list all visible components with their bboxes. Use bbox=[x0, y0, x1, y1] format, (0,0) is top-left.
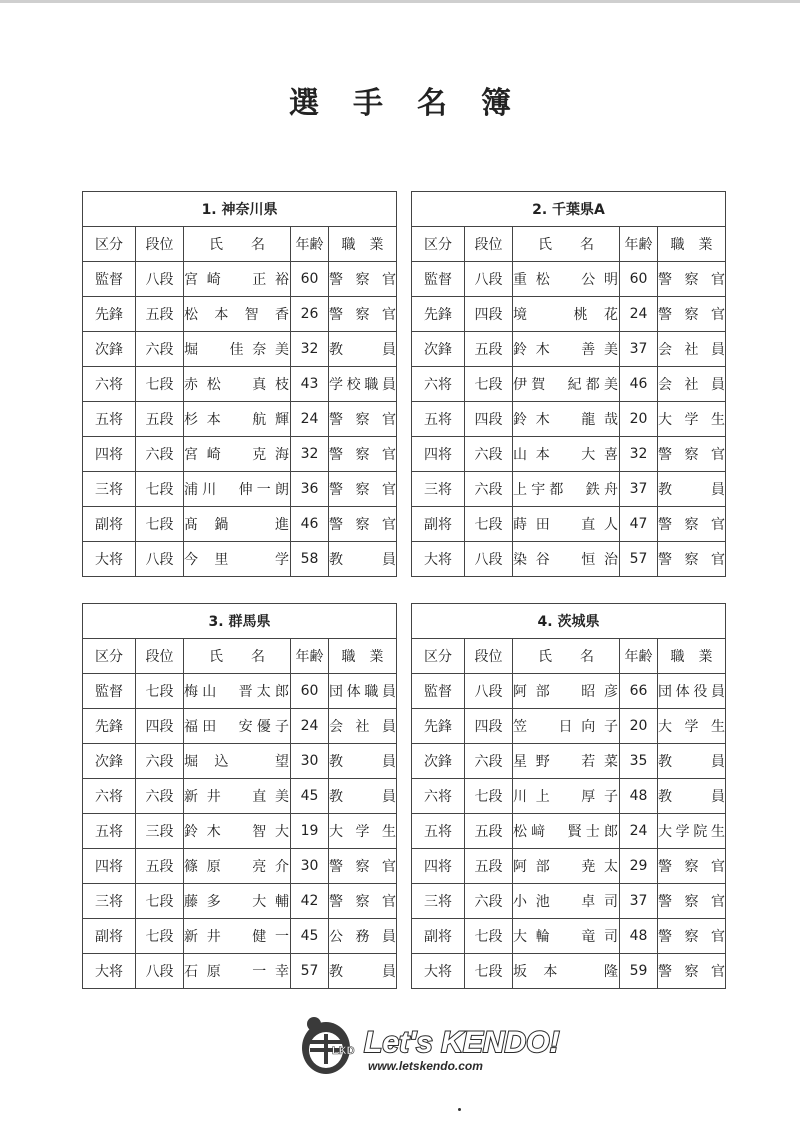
player-row bbox=[83, 437, 397, 472]
player-row bbox=[83, 262, 397, 297]
role-cell: 四将 bbox=[83, 437, 136, 472]
col-header-age: 年齢 bbox=[620, 227, 658, 262]
role-cell: 先鋒 bbox=[412, 709, 465, 744]
rank-cell: 八段 bbox=[465, 674, 513, 709]
age-cell: 37 bbox=[620, 332, 658, 367]
rank-cell: 五段 bbox=[136, 297, 184, 332]
role-cell: 副将 bbox=[412, 919, 465, 954]
player-name-cell: 坂本 隆 bbox=[513, 954, 620, 989]
age-cell: 24 bbox=[620, 814, 658, 849]
occupation-cell: 会社員 bbox=[658, 332, 726, 367]
col-header-role: 区分 bbox=[412, 639, 465, 674]
occupation-cell: 警察官 bbox=[658, 849, 726, 884]
header-row bbox=[83, 639, 397, 674]
player-row bbox=[412, 332, 726, 367]
role-cell: 次鋒 bbox=[412, 332, 465, 367]
age-cell: 24 bbox=[291, 709, 329, 744]
col-header-occupation: 職 業 bbox=[658, 639, 726, 674]
age-cell: 48 bbox=[620, 779, 658, 814]
role-cell: 次鋒 bbox=[83, 332, 136, 367]
role-cell: 副将 bbox=[83, 919, 136, 954]
age-cell: 66 bbox=[620, 674, 658, 709]
role-cell: 六将 bbox=[83, 779, 136, 814]
age-cell: 46 bbox=[620, 367, 658, 402]
player-name-cell: 石原 一幸 bbox=[184, 954, 291, 989]
occupation-cell: 教員 bbox=[658, 472, 726, 507]
rank-cell: 七段 bbox=[136, 674, 184, 709]
rank-cell: 六段 bbox=[465, 744, 513, 779]
player-name-cell: 重松 公明 bbox=[513, 262, 620, 297]
team-table-ibaraki bbox=[411, 603, 726, 989]
role-cell: 六将 bbox=[83, 367, 136, 402]
role-cell: 監督 bbox=[83, 262, 136, 297]
top-rule bbox=[0, 0, 800, 3]
role-cell: 監督 bbox=[83, 674, 136, 709]
role-cell: 次鋒 bbox=[412, 744, 465, 779]
player-row bbox=[412, 779, 726, 814]
player-name-cell: 堀込 望 bbox=[184, 744, 291, 779]
player-row bbox=[412, 472, 726, 507]
player-row bbox=[412, 709, 726, 744]
player-name-cell: 髙鍋 進 bbox=[184, 507, 291, 542]
rank-cell: 四段 bbox=[465, 297, 513, 332]
occupation-cell: 大学生 bbox=[329, 814, 397, 849]
player-row bbox=[83, 674, 397, 709]
occupation-cell: 団体職員 bbox=[329, 674, 397, 709]
rank-cell: 六段 bbox=[465, 884, 513, 919]
rank-cell: 八段 bbox=[465, 262, 513, 297]
rank-cell: 七段 bbox=[465, 954, 513, 989]
player-name-cell: 鈴木 善美 bbox=[513, 332, 620, 367]
age-cell: 59 bbox=[620, 954, 658, 989]
player-row bbox=[83, 332, 397, 367]
age-cell: 60 bbox=[620, 262, 658, 297]
col-header-name: 氏 名 bbox=[513, 227, 620, 262]
rank-cell: 七段 bbox=[465, 779, 513, 814]
player-row bbox=[83, 849, 397, 884]
player-name-cell: 小池 卓司 bbox=[513, 884, 620, 919]
rank-cell: 六段 bbox=[465, 437, 513, 472]
role-cell: 六将 bbox=[412, 367, 465, 402]
player-name-cell: 阿部 昭彦 bbox=[513, 674, 620, 709]
occupation-cell: 教員 bbox=[658, 744, 726, 779]
role-cell: 五将 bbox=[83, 402, 136, 437]
rank-cell: 五段 bbox=[465, 332, 513, 367]
rank-cell: 五段 bbox=[136, 849, 184, 884]
col-header-occupation: 職 業 bbox=[329, 639, 397, 674]
rank-cell: 八段 bbox=[136, 954, 184, 989]
player-name-cell: 染谷 恒治 bbox=[513, 542, 620, 577]
age-cell: 24 bbox=[291, 402, 329, 437]
player-name-cell: 赤松 真枝 bbox=[184, 367, 291, 402]
occupation-cell: 団体役員 bbox=[658, 674, 726, 709]
rank-cell: 八段 bbox=[465, 542, 513, 577]
player-row bbox=[83, 507, 397, 542]
player-row bbox=[83, 884, 397, 919]
player-row bbox=[83, 402, 397, 437]
player-name-cell: 杉本 航輝 bbox=[184, 402, 291, 437]
role-cell: 五将 bbox=[83, 814, 136, 849]
rank-cell: 六段 bbox=[136, 779, 184, 814]
col-header-name: 氏 名 bbox=[184, 227, 291, 262]
team-table-gunma bbox=[82, 603, 397, 989]
role-cell: 三将 bbox=[83, 884, 136, 919]
player-name-cell: 梅山 晋太郎 bbox=[184, 674, 291, 709]
occupation-cell: 教員 bbox=[329, 744, 397, 779]
player-row bbox=[412, 437, 726, 472]
player-name-cell: 今里 学 bbox=[184, 542, 291, 577]
age-cell: 42 bbox=[291, 884, 329, 919]
player-row bbox=[83, 744, 397, 779]
page-title: 選手名簿 bbox=[289, 86, 545, 121]
role-cell: 四将 bbox=[83, 849, 136, 884]
role-cell: 監督 bbox=[412, 262, 465, 297]
occupation-cell: 警察官 bbox=[329, 472, 397, 507]
player-name-cell: 上宇都 鉄舟 bbox=[513, 472, 620, 507]
player-row bbox=[83, 367, 397, 402]
age-cell: 19 bbox=[291, 814, 329, 849]
age-cell: 60 bbox=[291, 674, 329, 709]
team-name: 4. 茨城県 bbox=[412, 604, 726, 639]
player-name-cell: 松本智香 bbox=[184, 297, 291, 332]
col-header-occupation: 職 業 bbox=[329, 227, 397, 262]
rank-cell: 七段 bbox=[136, 919, 184, 954]
rank-cell: 七段 bbox=[136, 507, 184, 542]
occupation-cell: 教員 bbox=[658, 779, 726, 814]
player-name-cell: 松﨑 賢士郎 bbox=[513, 814, 620, 849]
col-header-occupation: 職 業 bbox=[658, 227, 726, 262]
player-name-cell: 伊賀 紀都美 bbox=[513, 367, 620, 402]
role-cell: 次鋒 bbox=[83, 744, 136, 779]
role-cell: 先鋒 bbox=[412, 297, 465, 332]
player-row bbox=[412, 507, 726, 542]
player-name-cell: 星野 若菜 bbox=[513, 744, 620, 779]
player-name-cell: 浦川 伸一朗 bbox=[184, 472, 291, 507]
role-cell: 大将 bbox=[412, 954, 465, 989]
role-cell: 四将 bbox=[412, 437, 465, 472]
occupation-cell: 教員 bbox=[329, 954, 397, 989]
player-row bbox=[412, 367, 726, 402]
rank-cell: 八段 bbox=[136, 542, 184, 577]
player-name-cell: 境 桃花 bbox=[513, 297, 620, 332]
player-row bbox=[83, 779, 397, 814]
occupation-cell: 大学生 bbox=[658, 709, 726, 744]
col-header-rank: 段位 bbox=[465, 639, 513, 674]
logo-url-text: www.letskendo.com bbox=[368, 1059, 483, 1073]
player-row bbox=[412, 542, 726, 577]
occupation-cell: 警察官 bbox=[658, 262, 726, 297]
role-cell: 先鋒 bbox=[83, 709, 136, 744]
player-name-cell: 宮崎 克海 bbox=[184, 437, 291, 472]
player-row bbox=[83, 542, 397, 577]
occupation-cell: 大学生 bbox=[658, 402, 726, 437]
player-name-cell: 福田 安優子 bbox=[184, 709, 291, 744]
player-row bbox=[412, 674, 726, 709]
occupation-cell: 警察官 bbox=[329, 849, 397, 884]
player-name-cell: 大輪 竜司 bbox=[513, 919, 620, 954]
team-name: 2. 千葉県A bbox=[412, 192, 726, 227]
occupation-cell: 警察官 bbox=[329, 297, 397, 332]
player-row bbox=[412, 744, 726, 779]
player-row bbox=[412, 814, 726, 849]
age-cell: 37 bbox=[620, 472, 658, 507]
player-name-cell: 笠 日向子 bbox=[513, 709, 620, 744]
occupation-cell: 会社員 bbox=[658, 367, 726, 402]
col-header-name: 氏 名 bbox=[513, 639, 620, 674]
rank-cell: 七段 bbox=[136, 367, 184, 402]
occupation-cell: 学校職員 bbox=[329, 367, 397, 402]
player-name-cell: 蒔田 直人 bbox=[513, 507, 620, 542]
player-row bbox=[83, 954, 397, 989]
age-cell: 24 bbox=[620, 297, 658, 332]
player-name-cell: 阿部 尭太 bbox=[513, 849, 620, 884]
player-row bbox=[412, 402, 726, 437]
role-cell: 三将 bbox=[83, 472, 136, 507]
player-name-cell: 鈴木 龍哉 bbox=[513, 402, 620, 437]
rank-cell: 四段 bbox=[465, 709, 513, 744]
occupation-cell: 警察官 bbox=[658, 437, 726, 472]
occupation-cell: 公務員 bbox=[329, 919, 397, 954]
player-row bbox=[412, 262, 726, 297]
rank-cell: 七段 bbox=[465, 507, 513, 542]
occupation-cell: 会社員 bbox=[329, 709, 397, 744]
age-cell: 57 bbox=[291, 954, 329, 989]
rank-cell: 七段 bbox=[136, 884, 184, 919]
player-name-cell: 新井 直美 bbox=[184, 779, 291, 814]
player-row bbox=[412, 297, 726, 332]
occupation-cell: 警察官 bbox=[329, 507, 397, 542]
player-row bbox=[412, 954, 726, 989]
header-row bbox=[412, 227, 726, 262]
col-header-age: 年齢 bbox=[291, 639, 329, 674]
occupation-cell: 警察官 bbox=[658, 884, 726, 919]
age-cell: 57 bbox=[620, 542, 658, 577]
age-cell: 35 bbox=[620, 744, 658, 779]
age-cell: 47 bbox=[620, 507, 658, 542]
player-row bbox=[412, 849, 726, 884]
role-cell: 三将 bbox=[412, 472, 465, 507]
player-name-cell: 鈴木 智大 bbox=[184, 814, 291, 849]
rank-cell: 六段 bbox=[136, 437, 184, 472]
age-cell: 60 bbox=[291, 262, 329, 297]
player-row bbox=[412, 884, 726, 919]
age-cell: 36 bbox=[291, 472, 329, 507]
rank-cell: 八段 bbox=[136, 262, 184, 297]
rank-cell: 三段 bbox=[136, 814, 184, 849]
occupation-cell: 警察官 bbox=[329, 884, 397, 919]
occupation-cell: 警察官 bbox=[658, 542, 726, 577]
rank-cell: 七段 bbox=[136, 472, 184, 507]
player-row bbox=[83, 814, 397, 849]
team-name: 1. 神奈川県 bbox=[83, 192, 397, 227]
age-cell: 20 bbox=[620, 402, 658, 437]
age-cell: 32 bbox=[620, 437, 658, 472]
role-cell: 副将 bbox=[412, 507, 465, 542]
role-cell: 五将 bbox=[412, 402, 465, 437]
occupation-cell: 警察官 bbox=[329, 402, 397, 437]
role-cell: 大将 bbox=[412, 542, 465, 577]
role-cell: 三将 bbox=[412, 884, 465, 919]
rank-cell: 七段 bbox=[465, 367, 513, 402]
occupation-cell: 警察官 bbox=[329, 262, 397, 297]
rank-cell: 五段 bbox=[465, 849, 513, 884]
player-name-cell: 宮崎 正裕 bbox=[184, 262, 291, 297]
age-cell: 58 bbox=[291, 542, 329, 577]
occupation-cell: 教員 bbox=[329, 332, 397, 367]
occupation-cell: 教員 bbox=[329, 542, 397, 577]
player-row bbox=[83, 297, 397, 332]
col-header-age: 年齢 bbox=[291, 227, 329, 262]
col-header-rank: 段位 bbox=[136, 639, 184, 674]
player-row bbox=[412, 919, 726, 954]
team-table-chiba-a bbox=[411, 191, 726, 577]
logo-badge: LKD bbox=[332, 1045, 355, 1057]
age-cell: 30 bbox=[291, 744, 329, 779]
player-row bbox=[83, 919, 397, 954]
age-cell: 29 bbox=[620, 849, 658, 884]
col-header-role: 区分 bbox=[412, 227, 465, 262]
player-name-cell: 堀 佳奈美 bbox=[184, 332, 291, 367]
age-cell: 45 bbox=[291, 779, 329, 814]
age-cell: 43 bbox=[291, 367, 329, 402]
rank-cell: 六段 bbox=[465, 472, 513, 507]
stray-mark bbox=[458, 1108, 461, 1111]
player-name-cell: 篠原 亮介 bbox=[184, 849, 291, 884]
age-cell: 32 bbox=[291, 332, 329, 367]
col-header-role: 区分 bbox=[83, 639, 136, 674]
role-cell: 先鋒 bbox=[83, 297, 136, 332]
occupation-cell: 警察官 bbox=[658, 954, 726, 989]
rank-cell: 六段 bbox=[136, 744, 184, 779]
col-header-age: 年齢 bbox=[620, 639, 658, 674]
team-name: 3. 群馬県 bbox=[83, 604, 397, 639]
rank-cell: 五段 bbox=[465, 814, 513, 849]
age-cell: 26 bbox=[291, 297, 329, 332]
age-cell: 37 bbox=[620, 884, 658, 919]
occupation-cell: 警察官 bbox=[658, 297, 726, 332]
col-header-name: 氏 名 bbox=[184, 639, 291, 674]
role-cell: 四将 bbox=[412, 849, 465, 884]
role-cell: 監督 bbox=[412, 674, 465, 709]
rank-cell: 四段 bbox=[136, 709, 184, 744]
player-name-cell: 山本 大喜 bbox=[513, 437, 620, 472]
player-name-cell: 新井 健一 bbox=[184, 919, 291, 954]
role-cell: 五将 bbox=[412, 814, 465, 849]
header-row bbox=[412, 639, 726, 674]
role-cell: 大将 bbox=[83, 954, 136, 989]
age-cell: 48 bbox=[620, 919, 658, 954]
logo-brand-text: Let's KENDO! bbox=[364, 1026, 560, 1059]
rank-cell: 五段 bbox=[136, 402, 184, 437]
age-cell: 30 bbox=[291, 849, 329, 884]
player-row bbox=[83, 472, 397, 507]
role-cell: 六将 bbox=[412, 779, 465, 814]
age-cell: 32 bbox=[291, 437, 329, 472]
age-cell: 20 bbox=[620, 709, 658, 744]
col-header-rank: 段位 bbox=[136, 227, 184, 262]
occupation-cell: 警察官 bbox=[658, 919, 726, 954]
rank-cell: 七段 bbox=[465, 919, 513, 954]
occupation-cell: 警察官 bbox=[658, 507, 726, 542]
team-table-kanagawa bbox=[82, 191, 397, 577]
rank-cell: 六段 bbox=[136, 332, 184, 367]
role-cell: 副将 bbox=[83, 507, 136, 542]
role-cell: 大将 bbox=[83, 542, 136, 577]
age-cell: 46 bbox=[291, 507, 329, 542]
player-name-cell: 川上 厚子 bbox=[513, 779, 620, 814]
rank-cell: 四段 bbox=[465, 402, 513, 437]
header-row bbox=[83, 227, 397, 262]
occupation-cell: 教員 bbox=[329, 779, 397, 814]
occupation-cell: 大学院生 bbox=[658, 814, 726, 849]
player-row bbox=[83, 709, 397, 744]
col-header-rank: 段位 bbox=[465, 227, 513, 262]
col-header-role: 区分 bbox=[83, 227, 136, 262]
age-cell: 45 bbox=[291, 919, 329, 954]
occupation-cell: 警察官 bbox=[329, 437, 397, 472]
letskendo-logo bbox=[298, 1010, 560, 1078]
player-name-cell: 藤多 大輔 bbox=[184, 884, 291, 919]
